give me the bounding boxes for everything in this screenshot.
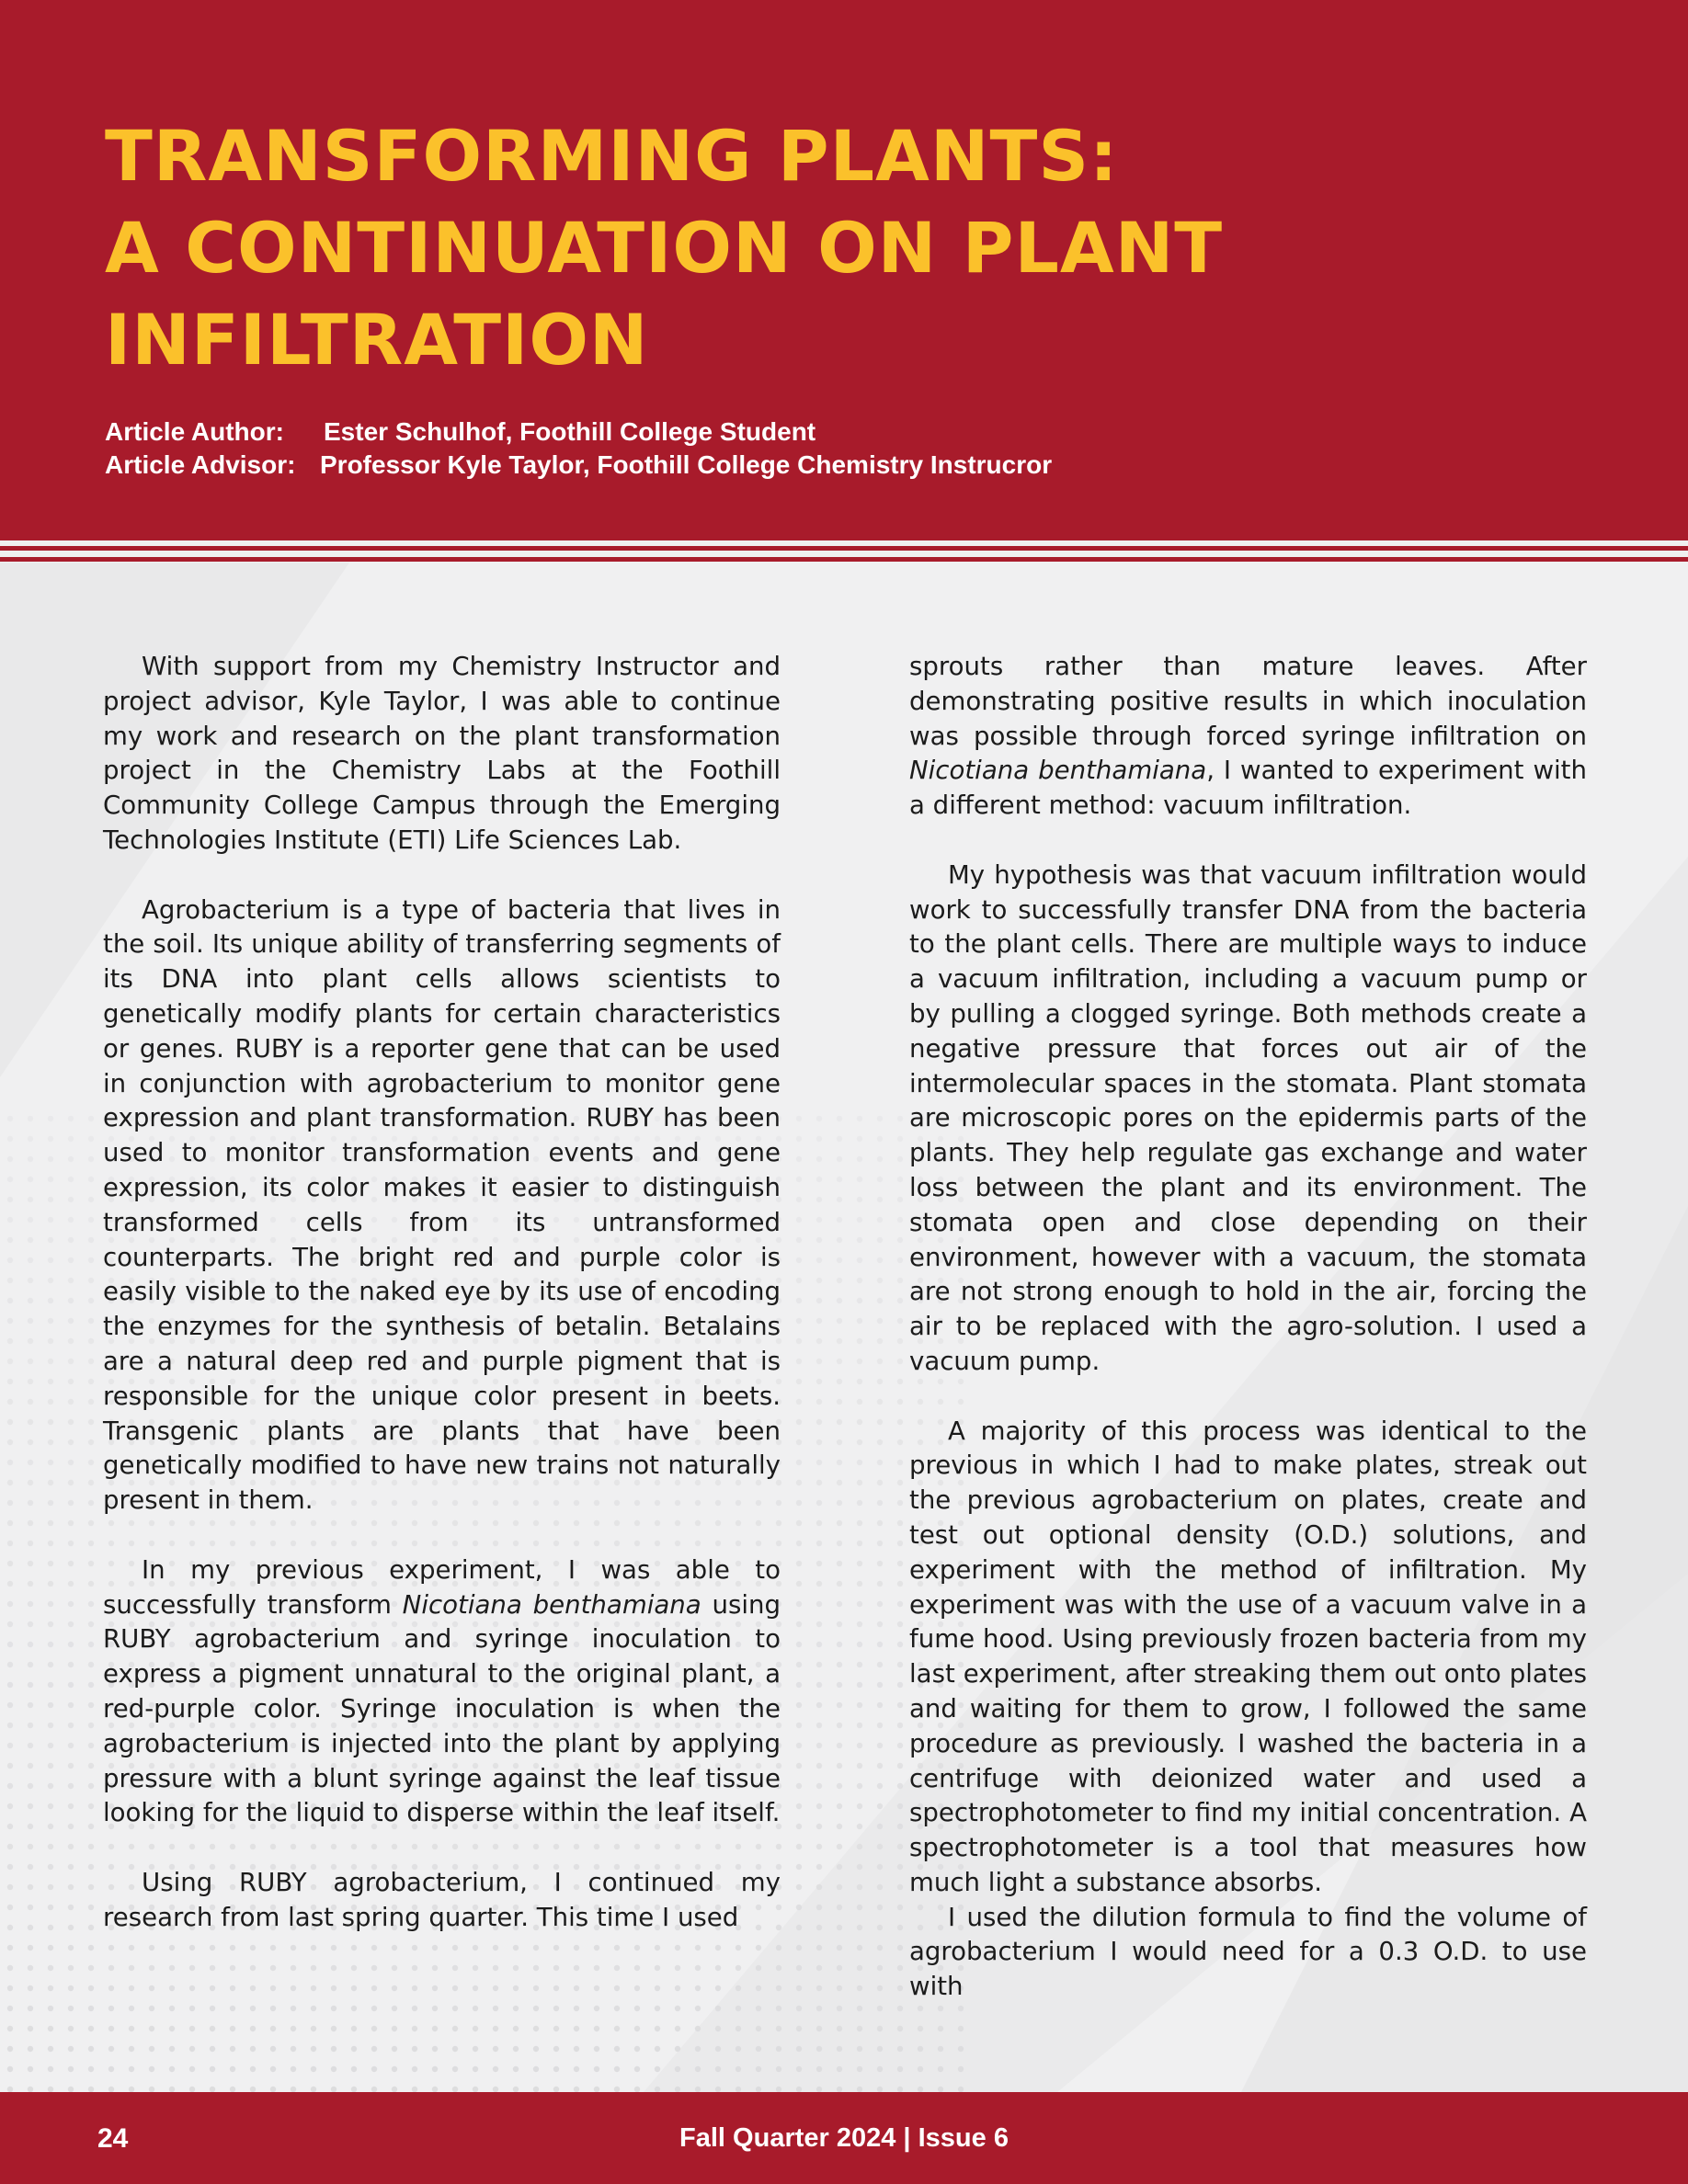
body-paragraph: I used the dilution formula to find the volume of agrobacterium I would need for a 0.3 O.D. to use with	[909, 1901, 1587, 2002]
paragraph-text: using RUBY agrobacterium and syringe inoculation to express a pigment unnatural to the original plant, a red-purple color. Syringe inoculation is when the agrobacterium is injected into the plant by applying pressure with a blunt syringe against the leaf tissue looking for the liquid to disperse within the leaf itself.	[103, 1588, 781, 1828]
right-column	[909, 649, 1587, 2004]
body-paragraph	[909, 649, 1587, 823]
species-name: Nicotiana benthamiana	[909, 755, 1207, 786]
paragraph-text: sprouts rather than mature leaves. After demonstrating positive results in which inoculation was possible through forced syringe infiltration on	[909, 651, 1587, 751]
article-title	[105, 110, 1484, 386]
body-paragraph: With support from my Chemistry Instructor and project advisor, Kyle Taylor, I was able to continue my work and research on the plant transformation project in the Chemistry Labs at the Foothill Community College Campus through the Emerging Technologies Institute (ETI) Life Sciences Lab.	[103, 651, 781, 855]
author-row	[105, 415, 1052, 449]
header-divider	[0, 557, 1688, 562]
title-line: A CONTINUATION ON PLANT	[105, 207, 1224, 289]
article-header	[0, 0, 1688, 540]
issue-label: Fall Quarter 2024 | Issue 6	[679, 2123, 1009, 2153]
body-paragraph: My hypothesis was that vacuum infiltration would work to successfully transfer DNA from the bacteria to the plant cells. There are multiple ways to induce a vacuum infiltration, including a vacuum pump or by pulling a clogged syringe. Both methods create a negative pressure that forces out air of the intermolecular spaces in the stomata. Plant stomata are microscopic pores on the epidermis parts of the plants. They help regulate gas exchange and water loss between the plant and its environment. The stomata open and close depending on their environment, however with a vacuum, the stomata are not strong enough to hold in the air, forcing the air to be replaced with the agro-solution. I used a vacuum pump.	[909, 859, 1587, 1376]
body-paragraph: Agrobacterium is a type of bacteria that lives in the soil. Its unique ability of transferring segments of its DNA into plant cells allows scientists to genetically modify plants for certain characteristics or genes. RUBY is a reporter gene that can be used in conjunction with agrobacterium to monitor gene expression and plant transformation. RUBY has been used to monitor transformation events and gene expression, its color makes it easier to distinguish transformed cells from its untransformed counterparts. The bright red and purple color is easily visible to the naked eye by its use of encoding the enzymes for the synthesis of betalin. Betalains are a natural deep red and purple pigment that is responsible for the unique color present in beets. Transgenic plants are plants that have been genetically modified to have new trains not naturally present in them.	[103, 893, 781, 1516]
paragraph-text: In my previous experiment, I was able to successfully transform	[103, 1553, 781, 1620]
article-credits	[105, 415, 1052, 482]
title-line: TRANSFORMING PLANTS:	[105, 115, 1119, 197]
species-name: Nicotiana benthamiana	[402, 1588, 701, 1620]
title-line: INFILTRATION	[105, 299, 649, 381]
body-paragraph	[103, 1553, 781, 1830]
author-label: Article Author:	[105, 417, 284, 446]
page-number: 24	[97, 2123, 129, 2154]
body-paragraph: A majority of this process was identical to the previous in which I had to make plates, streak out the previous agrobacterium on plates, create and test out optional density (O.D.) solutions, and experiment with the method of infiltration. My experiment was with the use of a vacuum valve in a fume hood. Using previously frozen bacteria from my last experiment, after streaking them out onto plates and waiting for them to grow, I followed the same procedure as previously. I washed the bacteria in a centrifuge with deionized water and used a spectrophotometer to find my initial concentration. A spectrophotometer is a tool that measures how much light a substance absorbs.	[909, 1415, 1587, 1897]
left-column	[103, 649, 781, 1934]
advisor-label: Article Advisor:	[105, 450, 296, 479]
paragraph-text: , I wanted to experiment with a different method: vacuum infiltration.	[909, 755, 1587, 821]
advisor-row	[105, 449, 1052, 482]
author-name: Ester Schulhof, Foothill College Student	[324, 417, 816, 446]
header-divider	[0, 546, 1688, 551]
body-paragraph: Using RUBY agrobacterium, I continued my research from last spring quarter. This time I used	[103, 1866, 781, 1932]
page-footer	[0, 2092, 1688, 2184]
advisor-name: Professor Kyle Taylor, Foothill College Chemistry Instrucror	[320, 450, 1053, 479]
